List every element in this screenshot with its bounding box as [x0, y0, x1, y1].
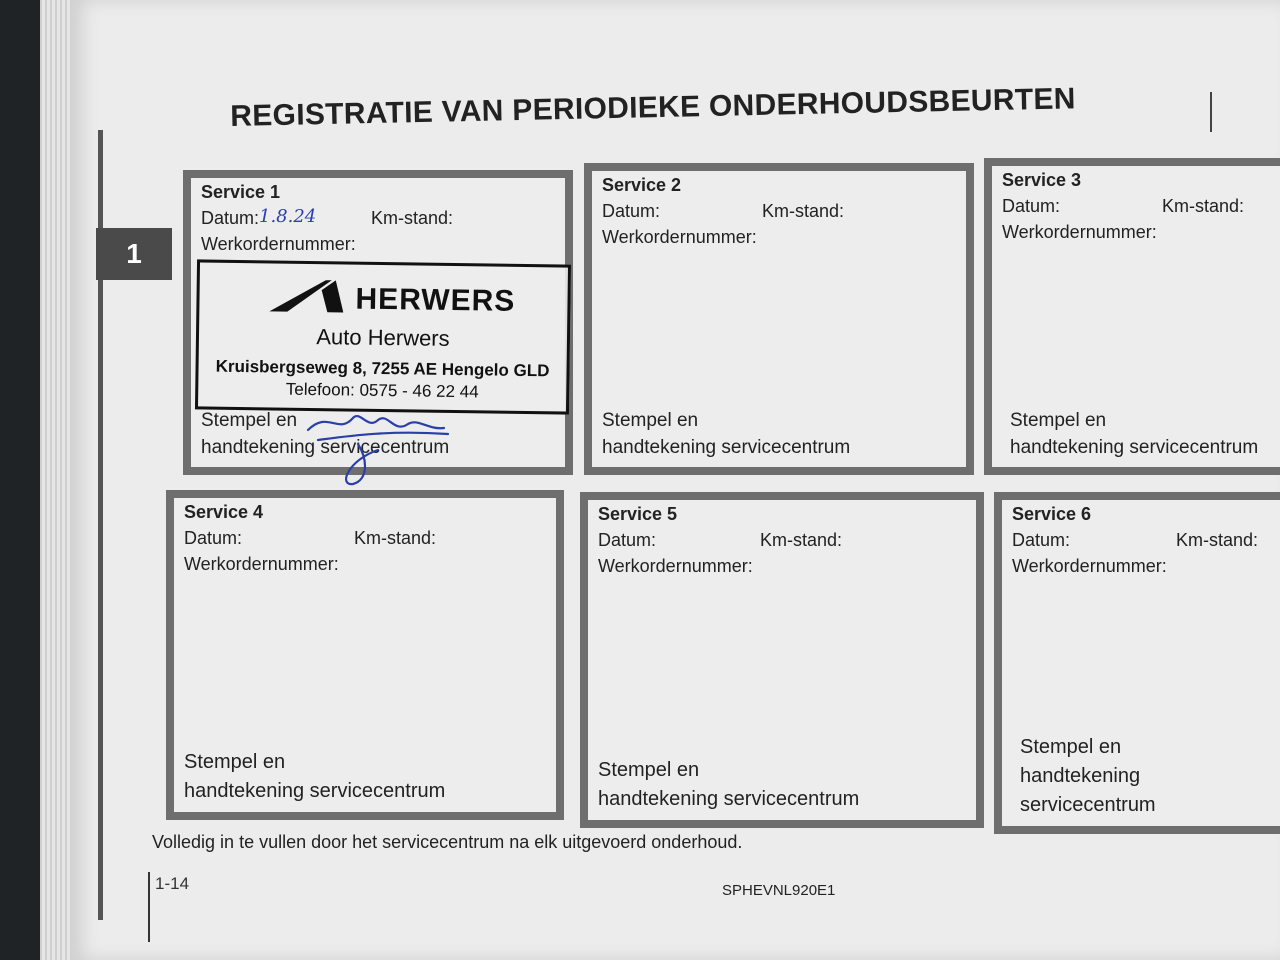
datum-label: Datum:: [602, 201, 661, 221]
stamp-label-line-2: handtekening servicecentrum: [598, 788, 860, 810]
herwers-logo-icon: [269, 277, 343, 314]
stamp-label-line-1: Stempel en: [184, 751, 286, 773]
page-number-rule: [148, 872, 150, 942]
service-name: Service 1: [201, 182, 281, 202]
service-name: Service 5: [598, 504, 678, 524]
service-name: Service 3: [1002, 170, 1082, 190]
datum-label: Datum:: [201, 208, 260, 228]
datum-label: Datum:: [598, 530, 657, 550]
service-box-3: [984, 158, 1280, 475]
stamp-label-line-2: handtekening servicecentrum: [602, 437, 851, 458]
stamp-company: Auto Herwers: [316, 324, 450, 351]
stamp-label-line-2: handtekening servicecentrum: [201, 437, 450, 458]
title-divider: [1210, 92, 1212, 132]
dealer-stamp: [195, 259, 571, 414]
werkordernummer-label: Werkordernummer:: [1012, 556, 1167, 576]
stamp-signature-label: [1020, 733, 1280, 820]
page-number: 1-14: [155, 874, 190, 893]
service-name: Service 4: [184, 502, 264, 522]
service-box-5: [580, 492, 984, 828]
stamp-brand: HERWERS: [355, 282, 516, 318]
stamp-label-line-1: Stempel en: [1010, 410, 1107, 431]
stamp-label-line-1: Stempel en: [598, 759, 700, 781]
km-stand-label: Km-stand:: [762, 201, 845, 221]
service-box-4: [166, 490, 564, 820]
werkordernummer-label: Werkordernummer:: [602, 227, 757, 247]
stamp-label-line-2: handtekening servicecentrum: [1010, 437, 1259, 458]
datum-label: Datum:: [1002, 196, 1061, 216]
footer-note: Volledig in te vullen door het servicecentrum na elk uitgevoerd onderhoud.: [152, 832, 743, 852]
stamp-label-line-1: Stempel en: [201, 410, 298, 431]
werkordernummer-label: Werkordernummer:: [598, 556, 753, 576]
chapter-tab: 1: [96, 228, 172, 280]
datum-label: Datum:: [184, 528, 243, 548]
service-box-2: [584, 163, 974, 475]
datum-handwritten-value: 1.8.24: [259, 206, 317, 227]
page-title: REGISTRATIE VAN PERIODIEKE ONDERHOUDSBEURTEN: [230, 82, 1077, 133]
stamp-label-line-1: Stempel en: [1020, 736, 1122, 758]
handwritten-signature: [298, 400, 458, 490]
stamp-label-line-2: handtekening servicecentrum: [1020, 765, 1156, 816]
stamp-label-line-2: handtekening servicecentrum: [184, 780, 446, 802]
km-stand-label: Km-stand:: [760, 530, 843, 550]
werkordernummer-label: Werkordernummer:: [201, 234, 356, 254]
stamp-address: Kruisbergseweg 8, 7255 AE Hengelo GLD: [215, 356, 550, 381]
service-box-6: [994, 492, 1280, 834]
stamp-phone: Telefoon: 0575 - 46 22 44: [285, 379, 479, 402]
km-stand-label: Km-stand:: [354, 528, 437, 548]
stamp-label-line-1: Stempel en: [602, 410, 699, 431]
document-code: SPHEVNL920E1: [722, 882, 836, 899]
km-stand-label: Km-stand:: [1176, 530, 1259, 550]
werkordernummer-label: Werkordernummer:: [1002, 222, 1157, 242]
stamp-signature-label: [598, 756, 859, 814]
page-edges: [40, 0, 70, 960]
datum-label: Datum:: [1012, 530, 1071, 550]
service-name: Service 2: [602, 175, 682, 195]
km-stand-label: Km-stand:: [371, 208, 454, 228]
km-stand-label: Km-stand:: [1162, 196, 1245, 216]
service-name: Service 6: [1012, 504, 1092, 524]
stamp-signature-label: [602, 407, 850, 461]
stamp-signature-label: [184, 748, 445, 806]
werkordernummer-label: Werkordernummer:: [184, 554, 339, 574]
stamp-signature-label: [1010, 407, 1258, 461]
